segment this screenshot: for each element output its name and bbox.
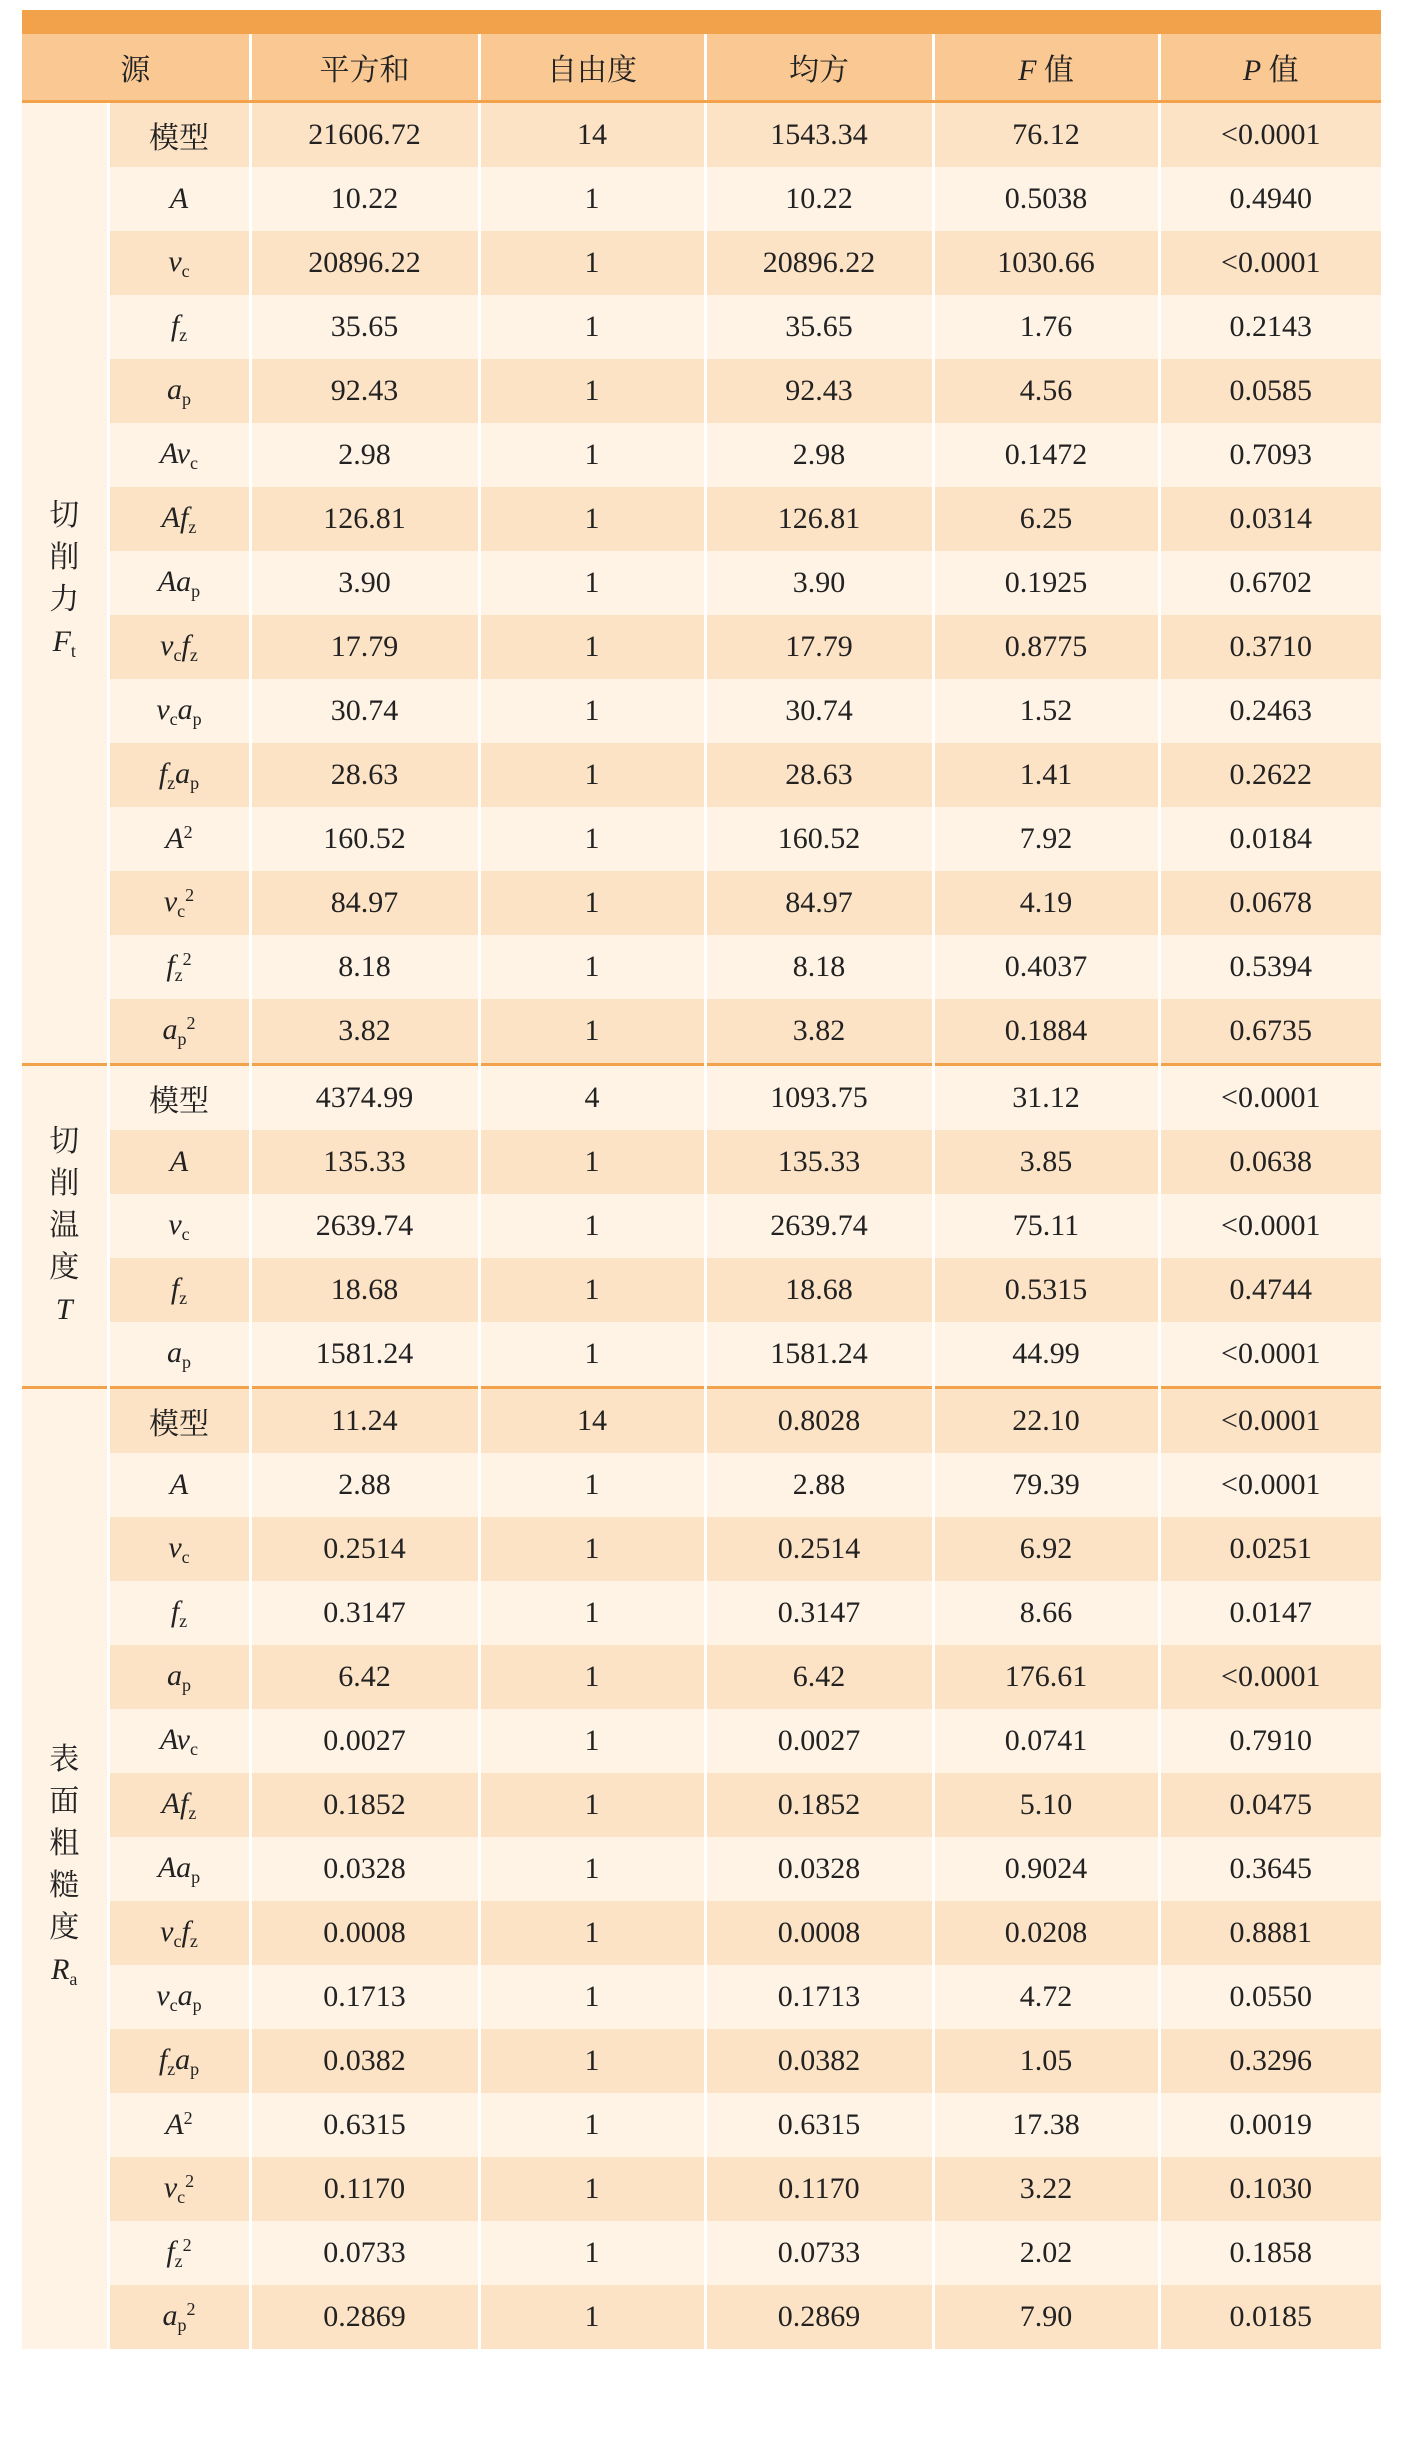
table-row [22,1517,1381,1581]
source-cell: A [108,167,250,231]
f-value-cell: 44.99 [933,1322,1159,1388]
source-cell: $f_za_p$ [108,743,250,807]
p-value-cell: 0.2143 [1159,295,1381,359]
source-cell: $f_z^2$ [108,2221,250,2285]
table-row [22,359,1381,423]
sum-of-squares-cell: 2.98 [250,423,479,487]
table-row [22,1322,1381,1388]
mean-square-cell: 10.22 [705,167,933,231]
table-row [22,1965,1381,2029]
mean-square-cell: 3.82 [705,999,933,1065]
source-cell: A [108,1130,250,1194]
mean-square-cell: 0.1852 [705,1773,933,1837]
group-label: 切 削 力 $F_t$ [22,102,108,1065]
header-p-letter: P [1242,54,1262,87]
group-label: 切 削 温 度 T [22,1065,108,1388]
sum-of-squares-cell: 11.24 [250,1388,479,1454]
df-cell: 14 [479,1388,705,1454]
source-cell: $f_za_p$ [108,2029,250,2093]
header-f-value [933,34,1159,102]
sum-of-squares-cell: 160.52 [250,807,479,871]
header-sum-of-squares: 平方和 [250,34,479,102]
source-cell: 模型 [108,102,250,168]
sum-of-squares-cell: 0.1852 [250,1773,479,1837]
source-cell: $v_c$ [108,1194,250,1258]
f-value-cell: 5.10 [933,1773,1159,1837]
sum-of-squares-cell: 0.0008 [250,1901,479,1965]
mean-square-cell: 1543.34 [705,102,933,168]
source-cell: $v_ca_p$ [108,1965,250,2029]
f-value-cell: 31.12 [933,1065,1159,1131]
p-value-cell: 0.0185 [1159,2285,1381,2349]
table-row [22,102,1381,168]
df-cell: 1 [479,1709,705,1773]
df-cell: 1 [479,1645,705,1709]
df-cell: 1 [479,1773,705,1837]
mean-square-cell: 84.97 [705,871,933,935]
mean-square-cell: 17.79 [705,615,933,679]
table-row [22,1065,1381,1131]
mean-square-cell: 18.68 [705,1258,933,1322]
p-value-cell: 0.0678 [1159,871,1381,935]
sum-of-squares-cell: 28.63 [250,743,479,807]
mean-square-cell: 126.81 [705,487,933,551]
sum-of-squares-cell: 10.22 [250,167,479,231]
source-cell: $v_c^2$ [108,2157,250,2221]
table-row [22,2157,1381,2221]
p-value-cell: <0.0001 [1159,1388,1381,1454]
p-value-cell: 0.4940 [1159,167,1381,231]
table-row [22,295,1381,359]
header-p-value [1159,34,1381,102]
sum-of-squares-cell: 0.0328 [250,1837,479,1901]
mean-square-cell: 30.74 [705,679,933,743]
f-value-cell: 4.72 [933,1965,1159,2029]
sum-of-squares-cell: 0.6315 [250,2093,479,2157]
p-value-cell: 0.6702 [1159,551,1381,615]
df-cell: 1 [479,1581,705,1645]
sum-of-squares-cell: 20896.22 [250,231,479,295]
source-cell: $a_p$ [108,1322,250,1388]
p-value-cell: 0.7910 [1159,1709,1381,1773]
mean-square-cell: 28.63 [705,743,933,807]
p-value-cell: 0.0314 [1159,487,1381,551]
f-value-cell: 17.38 [933,2093,1159,2157]
f-value-cell: 0.1472 [933,423,1159,487]
mean-square-cell: 0.8028 [705,1388,933,1454]
source-cell: $f_z$ [108,295,250,359]
source-cell: $A^2$ [108,2093,250,2157]
df-cell: 1 [479,871,705,935]
f-value-cell: 1.41 [933,743,1159,807]
table-row [22,1645,1381,1709]
f-value-cell: 0.5315 [933,1258,1159,1322]
df-cell: 1 [479,1258,705,1322]
table-row [22,743,1381,807]
p-value-cell: <0.0001 [1159,231,1381,295]
source-cell: $f_z^2$ [108,935,250,999]
df-cell: 1 [479,295,705,359]
p-value-cell: <0.0001 [1159,1645,1381,1709]
table-row [22,807,1381,871]
source-cell: 模型 [108,1388,250,1454]
sum-of-squares-cell: 0.0382 [250,2029,479,2093]
source-cell: $v_c$ [108,231,250,295]
p-value-cell: <0.0001 [1159,1065,1381,1131]
table-top-rule [22,10,1381,34]
sum-of-squares-cell: 0.2514 [250,1517,479,1581]
source-cell: 模型 [108,1065,250,1131]
f-value-cell: 3.22 [933,2157,1159,2221]
mean-square-cell: 2.88 [705,1453,933,1517]
df-cell: 1 [479,1517,705,1581]
p-value-cell: 0.1030 [1159,2157,1381,2221]
p-value-cell: 0.3296 [1159,2029,1381,2093]
sum-of-squares-cell: 30.74 [250,679,479,743]
source-cell: $A^2$ [108,807,250,871]
f-value-cell: 76.12 [933,102,1159,168]
mean-square-cell: 0.0328 [705,1837,933,1901]
p-value-cell: 0.2622 [1159,743,1381,807]
source-cell: $Aa_p$ [108,1837,250,1901]
f-value-cell: 6.25 [933,487,1159,551]
table-row [22,1388,1381,1454]
mean-square-cell: 0.0027 [705,1709,933,1773]
table-row [22,2285,1381,2349]
df-cell: 1 [479,487,705,551]
table-row [22,1453,1381,1517]
f-value-cell: 75.11 [933,1194,1159,1258]
p-value-cell: 0.4744 [1159,1258,1381,1322]
source-cell: $f_z$ [108,1581,250,1645]
header-source: 源 [22,34,250,102]
p-value-cell: 0.5394 [1159,935,1381,999]
table-row [22,679,1381,743]
source-cell: $f_z$ [108,1258,250,1322]
mean-square-cell: 8.18 [705,935,933,999]
table-row [22,551,1381,615]
sum-of-squares-cell: 1581.24 [250,1322,479,1388]
mean-square-cell: 92.43 [705,359,933,423]
p-value-cell: 0.6735 [1159,999,1381,1065]
mean-square-cell: 160.52 [705,807,933,871]
source-cell: A [108,1453,250,1517]
p-value-cell: 0.0550 [1159,1965,1381,2029]
df-cell: 1 [479,1965,705,2029]
f-value-cell: 176.61 [933,1645,1159,1709]
f-value-cell: 3.85 [933,1130,1159,1194]
sum-of-squares-cell: 135.33 [250,1130,479,1194]
header-degrees-of-freedom: 自由度 [479,34,705,102]
sum-of-squares-cell: 92.43 [250,359,479,423]
anova-table-container [22,10,1381,2349]
table-row [22,1581,1381,1645]
header-p-word: 值 [1261,54,1299,87]
sum-of-squares-cell: 0.1170 [250,2157,479,2221]
source-cell: $a_p^2$ [108,999,250,1065]
source-cell: $a_p$ [108,359,250,423]
p-value-cell: <0.0001 [1159,1453,1381,1517]
df-cell: 1 [479,935,705,999]
mean-square-cell: 0.3147 [705,1581,933,1645]
table-row [22,231,1381,295]
f-value-cell: 0.1884 [933,999,1159,1065]
header-f-word: 值 [1036,54,1074,87]
sum-of-squares-cell: 6.42 [250,1645,479,1709]
df-cell: 1 [479,2285,705,2349]
f-value-cell: 0.5038 [933,167,1159,231]
sum-of-squares-cell: 84.97 [250,871,479,935]
mean-square-cell: 0.6315 [705,2093,933,2157]
mean-square-cell: 0.0382 [705,2029,933,2093]
source-cell: $v_ca_p$ [108,679,250,743]
table-row [22,423,1381,487]
mean-square-cell: 2639.74 [705,1194,933,1258]
sum-of-squares-cell: 2639.74 [250,1194,479,1258]
f-value-cell: 7.92 [933,807,1159,871]
mean-square-cell: 0.1713 [705,1965,933,2029]
table-row [22,1130,1381,1194]
table-row [22,2029,1381,2093]
table-row [22,1194,1381,1258]
p-value-cell: 0.0147 [1159,1581,1381,1645]
source-cell: $Aa_p$ [108,551,250,615]
df-cell: 1 [479,2029,705,2093]
df-cell: 1 [479,743,705,807]
mean-square-cell: 3.90 [705,551,933,615]
p-value-cell: 0.1858 [1159,2221,1381,2285]
table-row [22,935,1381,999]
mean-square-cell: 20896.22 [705,231,933,295]
df-cell: 4 [479,1065,705,1131]
header-f-letter: F [1018,54,1037,87]
p-value-cell: 0.3710 [1159,615,1381,679]
group-label: 表 面 粗 糙 度 $R_a$ [22,1388,108,2350]
f-value-cell: 0.4037 [933,935,1159,999]
f-value-cell: 0.0741 [933,1709,1159,1773]
p-value-cell: 0.3645 [1159,1837,1381,1901]
p-value-cell: 0.0184 [1159,807,1381,871]
sum-of-squares-cell: 4374.99 [250,1065,479,1131]
df-cell: 1 [479,2093,705,2157]
source-cell: $Af_z$ [108,1773,250,1837]
table-body [22,102,1381,2350]
mean-square-cell: 0.2514 [705,1517,933,1581]
f-value-cell: 0.8775 [933,615,1159,679]
source-cell: $Av_c$ [108,423,250,487]
mean-square-cell: 35.65 [705,295,933,359]
f-value-cell: 1.76 [933,295,1159,359]
f-value-cell: 1.05 [933,2029,1159,2093]
source-cell: $Af_z$ [108,487,250,551]
table-row [22,999,1381,1065]
sum-of-squares-cell: 0.0027 [250,1709,479,1773]
f-value-cell: 1.52 [933,679,1159,743]
sum-of-squares-cell: 35.65 [250,295,479,359]
df-cell: 1 [479,1901,705,1965]
df-cell: 14 [479,102,705,168]
mean-square-cell: 0.1170 [705,2157,933,2221]
mean-square-cell: 0.0733 [705,2221,933,2285]
table-row [22,1901,1381,1965]
df-cell: 1 [479,551,705,615]
p-value-cell: 0.0475 [1159,1773,1381,1837]
sum-of-squares-cell: 18.68 [250,1258,479,1322]
source-cell: $Av_c$ [108,1709,250,1773]
table-row [22,2093,1381,2157]
df-cell: 1 [479,1837,705,1901]
df-cell: 1 [479,807,705,871]
sum-of-squares-cell: 0.2869 [250,2285,479,2349]
sum-of-squares-cell: 21606.72 [250,102,479,168]
sum-of-squares-cell: 0.0733 [250,2221,479,2285]
sum-of-squares-cell: 0.3147 [250,1581,479,1645]
df-cell: 1 [479,423,705,487]
sum-of-squares-cell: 2.88 [250,1453,479,1517]
table-row [22,167,1381,231]
df-cell: 1 [479,231,705,295]
df-cell: 1 [479,1322,705,1388]
mean-square-cell: 2.98 [705,423,933,487]
df-cell: 1 [479,359,705,423]
table-row [22,615,1381,679]
f-value-cell: 4.56 [933,359,1159,423]
df-cell: 1 [479,2221,705,2285]
table-row [22,2221,1381,2285]
table-row [22,1258,1381,1322]
sum-of-squares-cell: 8.18 [250,935,479,999]
table-row [22,1837,1381,1901]
df-cell: 1 [479,999,705,1065]
p-value-cell: <0.0001 [1159,1322,1381,1388]
table-row [22,1773,1381,1837]
sum-of-squares-cell: 0.1713 [250,1965,479,2029]
df-cell: 1 [479,615,705,679]
mean-square-cell: 135.33 [705,1130,933,1194]
source-cell: $a_p^2$ [108,2285,250,2349]
f-value-cell: 79.39 [933,1453,1159,1517]
f-value-cell: 8.66 [933,1581,1159,1645]
p-value-cell: 0.0251 [1159,1517,1381,1581]
mean-square-cell: 0.0008 [705,1901,933,1965]
f-value-cell: 2.02 [933,2221,1159,2285]
source-cell: $a_p$ [108,1645,250,1709]
df-cell: 1 [479,1130,705,1194]
p-value-cell: 0.0585 [1159,359,1381,423]
source-cell: $v_cf_z$ [108,615,250,679]
f-value-cell: 4.19 [933,871,1159,935]
mean-square-cell: 1093.75 [705,1065,933,1131]
mean-square-cell: 1581.24 [705,1322,933,1388]
f-value-cell: 22.10 [933,1388,1159,1454]
sum-of-squares-cell: 3.90 [250,551,479,615]
f-value-cell: 7.90 [933,2285,1159,2349]
p-value-cell: <0.0001 [1159,1194,1381,1258]
mean-square-cell: 0.2869 [705,2285,933,2349]
source-cell: $v_c$ [108,1517,250,1581]
source-cell: $v_cf_z$ [108,1901,250,1965]
sum-of-squares-cell: 17.79 [250,615,479,679]
table-row [22,487,1381,551]
table-row [22,1709,1381,1773]
table-row [22,871,1381,935]
anova-table [22,34,1381,2349]
f-value-cell: 0.9024 [933,1837,1159,1901]
p-value-cell: 0.0638 [1159,1130,1381,1194]
table-header [22,34,1381,102]
f-value-cell: 0.0208 [933,1901,1159,1965]
df-cell: 1 [479,679,705,743]
p-value-cell: 0.0019 [1159,2093,1381,2157]
f-value-cell: 1030.66 [933,231,1159,295]
sum-of-squares-cell: 3.82 [250,999,479,1065]
source-cell: $v_c^2$ [108,871,250,935]
df-cell: 1 [479,1194,705,1258]
df-cell: 1 [479,167,705,231]
p-value-cell: 0.8881 [1159,1901,1381,1965]
df-cell: 1 [479,2157,705,2221]
header-row [22,34,1381,102]
p-value-cell: 0.2463 [1159,679,1381,743]
df-cell: 1 [479,1453,705,1517]
f-value-cell: 6.92 [933,1517,1159,1581]
header-mean-square: 均方 [705,34,933,102]
p-value-cell: <0.0001 [1159,102,1381,168]
sum-of-squares-cell: 126.81 [250,487,479,551]
f-value-cell: 0.1925 [933,551,1159,615]
mean-square-cell: 6.42 [705,1645,933,1709]
p-value-cell: 0.7093 [1159,423,1381,487]
